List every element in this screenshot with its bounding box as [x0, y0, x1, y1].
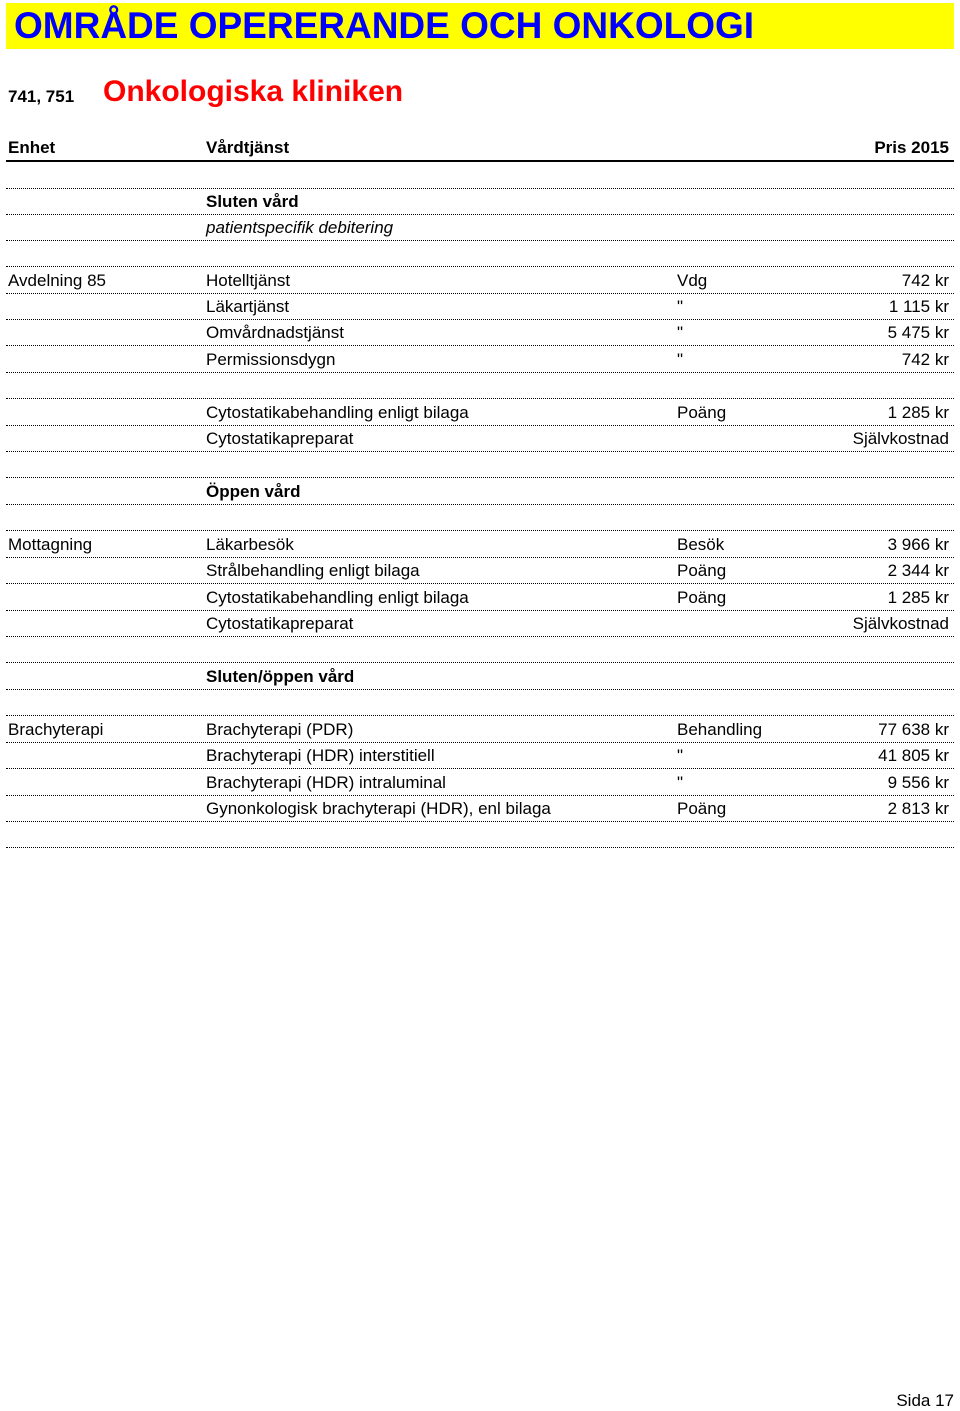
- price-cell: 1 285 kr: [887, 588, 949, 607]
- service-cell: Hotelltjänst: [206, 271, 291, 290]
- table-row: [0, 585, 960, 611]
- table-row: [0, 163, 960, 189]
- table-row: [0, 743, 960, 769]
- service-cell: Cytostatikapreparat: [206, 614, 354, 633]
- service-cell: Läkartjänst: [206, 297, 290, 316]
- price-cell: 41 805 kr: [878, 746, 949, 765]
- table-row: [0, 241, 960, 267]
- clinic-name: Onkologiska kliniken: [103, 75, 404, 108]
- clinic-codes: 741, 751: [8, 87, 75, 106]
- service-cell: Brachyterapi (PDR): [206, 720, 354, 739]
- price-cell: Självkostnad: [852, 429, 949, 448]
- unit-of-charge-cell: ": [677, 297, 684, 316]
- unit-of-charge-cell: Besök: [677, 535, 725, 554]
- table-row: [0, 770, 960, 796]
- price-cell: 742 kr: [901, 350, 949, 369]
- price-cell: 2 344 kr: [887, 561, 949, 580]
- unit-of-charge-cell: ": [677, 323, 684, 342]
- column-header-unit: Enhet: [8, 138, 56, 157]
- service-cell: Permissionsdygn: [206, 350, 336, 369]
- table-row: [0, 796, 960, 822]
- service-cell: Läkarbesök: [206, 535, 294, 554]
- price-cell: 1 285 kr: [887, 403, 949, 422]
- service-cell: Gynonkologisk brachyterapi (HDR), enl bilaga: [206, 799, 551, 818]
- unit-of-charge-cell: ": [677, 746, 684, 765]
- column-header-price: Pris 2015: [874, 138, 949, 157]
- price-cell: 1 115 kr: [888, 297, 949, 316]
- table-row: [0, 505, 960, 531]
- table-row: [0, 717, 960, 743]
- table-row: [0, 347, 960, 373]
- price-cell: 5 475 kr: [887, 323, 949, 342]
- service-cell: Cytostatikabehandling enligt bilaga: [206, 588, 469, 607]
- page-number: Sida 17: [896, 1391, 954, 1410]
- section-heading: Öppen vård: [206, 482, 301, 501]
- unit-of-charge-cell: ": [677, 350, 684, 369]
- unit-cell: Brachyterapi: [8, 720, 104, 739]
- section-heading-row: [0, 664, 960, 690]
- section-subheading: patientspecifik debitering: [206, 218, 394, 237]
- header-divider: [6, 160, 954, 162]
- price-cell: 3 966 kr: [887, 535, 949, 554]
- table-row: [0, 320, 960, 346]
- unit-of-charge-cell: ": [677, 773, 684, 792]
- table-row: [0, 611, 960, 637]
- service-cell: Strålbehandling enligt bilaga: [206, 561, 420, 580]
- area-banner: [6, 3, 954, 49]
- table-row: [0, 268, 960, 294]
- unit-cell: Mottagning: [8, 535, 93, 554]
- unit-of-charge-cell: Poäng: [677, 799, 727, 818]
- table-row: [0, 400, 960, 426]
- section-subheading-row: [0, 215, 960, 241]
- price-cell: 742 kr: [901, 271, 949, 290]
- table-row: [0, 690, 960, 716]
- table-row: [0, 373, 960, 399]
- table-row: [0, 558, 960, 584]
- service-cell: Cytostatikabehandling enligt bilaga: [206, 403, 469, 422]
- price-cell: 77 638 kr: [878, 720, 949, 739]
- table-row: [0, 452, 960, 478]
- column-header-service: Vårdtjänst: [206, 138, 290, 157]
- table-row: [0, 294, 960, 320]
- service-cell: Brachyterapi (HDR) interstitiell: [206, 746, 435, 765]
- table-row: [0, 822, 960, 848]
- section-heading-row: [0, 189, 960, 215]
- price-cell: 2 813 kr: [887, 799, 949, 818]
- service-cell: Brachyterapi (HDR) intraluminal: [206, 773, 446, 792]
- price-cell: Självkostnad: [852, 614, 949, 633]
- area-title: OMRÅDE OPERERANDE OCH ONKOLOGI: [14, 5, 755, 46]
- service-cell: Omvårdnadstjänst: [206, 323, 344, 342]
- section-heading-row: [0, 479, 960, 505]
- unit-of-charge-cell: Poäng: [677, 588, 727, 607]
- price-cell: 9 556 kr: [887, 773, 949, 792]
- unit-cell: Avdelning 85: [8, 271, 106, 290]
- table-row: [0, 532, 960, 558]
- unit-of-charge-cell: Poäng: [677, 403, 727, 422]
- unit-of-charge-cell: Vdg: [677, 271, 708, 290]
- unit-of-charge-cell: Behandling: [677, 720, 763, 739]
- table-row: [0, 637, 960, 663]
- section-heading: Sluten/öppen vård: [206, 667, 355, 686]
- section-heading: Sluten vård: [206, 192, 299, 211]
- table-row: [0, 426, 960, 452]
- unit-of-charge-cell: Poäng: [677, 561, 727, 580]
- service-cell: Cytostatikapreparat: [206, 429, 354, 448]
